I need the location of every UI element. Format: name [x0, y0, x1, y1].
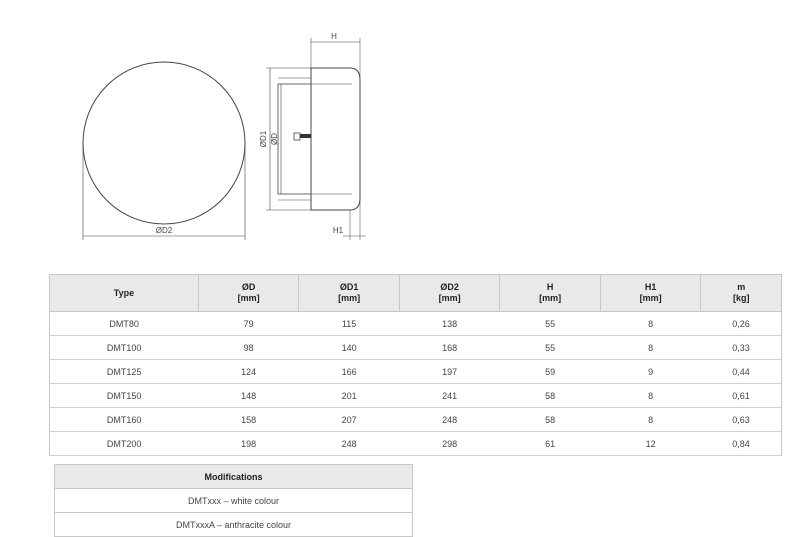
cell-d: 79 [198, 312, 299, 336]
cell-h1: 9 [600, 360, 701, 384]
cell-h1: 8 [600, 384, 701, 408]
header-d [198, 275, 299, 312]
cell-type: DMT125 [50, 360, 199, 384]
modifications-title: Modifications [55, 465, 413, 489]
front-view [83, 62, 245, 240]
h-label: H [331, 32, 337, 41]
table-row [50, 408, 782, 432]
cell-h1: 12 [600, 432, 701, 456]
cell-m: 0,26 [701, 312, 782, 336]
header-h1-unit: [mm] [639, 293, 662, 303]
d-label: ØD [270, 133, 279, 145]
header-d-unit: [mm] [237, 293, 260, 303]
cell-d: 158 [198, 408, 299, 432]
modifications-table [54, 464, 413, 537]
modifications-header-row [55, 465, 413, 489]
header-d1 [299, 275, 400, 312]
cell-m: 0,44 [701, 360, 782, 384]
table-header-row [50, 275, 782, 312]
table-row [50, 360, 782, 384]
specifications-table [49, 274, 782, 456]
modification-anthracite: DMTxxxA – anthracite colour [55, 513, 413, 537]
table-row [50, 336, 782, 360]
cell-d: 148 [198, 384, 299, 408]
cell-d1: 140 [299, 336, 400, 360]
d2-label: ØD2 [155, 226, 173, 235]
cell-h1: 8 [600, 336, 701, 360]
cell-m: 0,33 [701, 336, 782, 360]
cell-d: 98 [198, 336, 299, 360]
cell-d1: 248 [299, 432, 400, 456]
header-d1-unit: [mm] [338, 293, 361, 303]
cell-type: DMT150 [50, 384, 199, 408]
header-d2-label: ØD2 [440, 282, 459, 292]
cell-type: DMT200 [50, 432, 199, 456]
header-d1-label: ØD1 [339, 282, 359, 292]
header-d-label: ØD [241, 282, 256, 292]
cell-type: DMT80 [50, 312, 199, 336]
list-item [55, 489, 413, 513]
cell-m: 0,61 [701, 384, 782, 408]
d1-label: ØD1 [259, 130, 268, 148]
header-h-unit: [mm] [539, 293, 562, 303]
header-h1 [600, 275, 701, 312]
cell-m: 0,63 [701, 408, 782, 432]
cell-d2: 298 [399, 432, 500, 456]
cell-d: 124 [198, 360, 299, 384]
header-m-label: m [737, 282, 746, 292]
cell-d1: 166 [299, 360, 400, 384]
cell-d1: 207 [299, 408, 400, 432]
table-row [50, 312, 782, 336]
cell-h: 55 [500, 312, 601, 336]
h1-label: H1 [332, 226, 344, 235]
header-type [50, 275, 199, 312]
screw-icon [294, 133, 311, 140]
header-m-unit: [kg] [732, 293, 750, 303]
cell-h: 55 [500, 336, 601, 360]
cell-d2: 138 [399, 312, 500, 336]
header-m [701, 275, 782, 312]
modification-white: DMTxxx – white colour [55, 489, 413, 513]
side-view-spigot [278, 84, 311, 194]
header-h1-label: H1 [644, 282, 657, 292]
cell-h1: 8 [600, 408, 701, 432]
table-row [50, 432, 782, 456]
cell-d1: 201 [299, 384, 400, 408]
header-h-label: H [546, 282, 554, 292]
table-row [50, 384, 782, 408]
header-d2 [399, 275, 500, 312]
cell-d2: 241 [399, 384, 500, 408]
cell-d1: 115 [299, 312, 400, 336]
cell-h: 58 [500, 384, 601, 408]
cell-d2: 197 [399, 360, 500, 384]
cell-d: 198 [198, 432, 299, 456]
technical-drawing [0, 0, 800, 262]
cell-h1: 8 [600, 312, 701, 336]
list-item [55, 513, 413, 537]
header-d2-unit: [mm] [438, 293, 461, 303]
cell-d2: 168 [399, 336, 500, 360]
cell-h: 59 [500, 360, 601, 384]
cell-h: 58 [500, 408, 601, 432]
front-view-disc [83, 62, 245, 224]
side-view-cap [311, 68, 360, 210]
cell-h: 61 [500, 432, 601, 456]
side-view [266, 38, 366, 240]
cell-type: DMT100 [50, 336, 199, 360]
header-type-label: Type [113, 287, 135, 298]
cell-d2: 248 [399, 408, 500, 432]
header-h [500, 275, 601, 312]
cell-type: DMT160 [50, 408, 199, 432]
cell-m: 0,84 [701, 432, 782, 456]
